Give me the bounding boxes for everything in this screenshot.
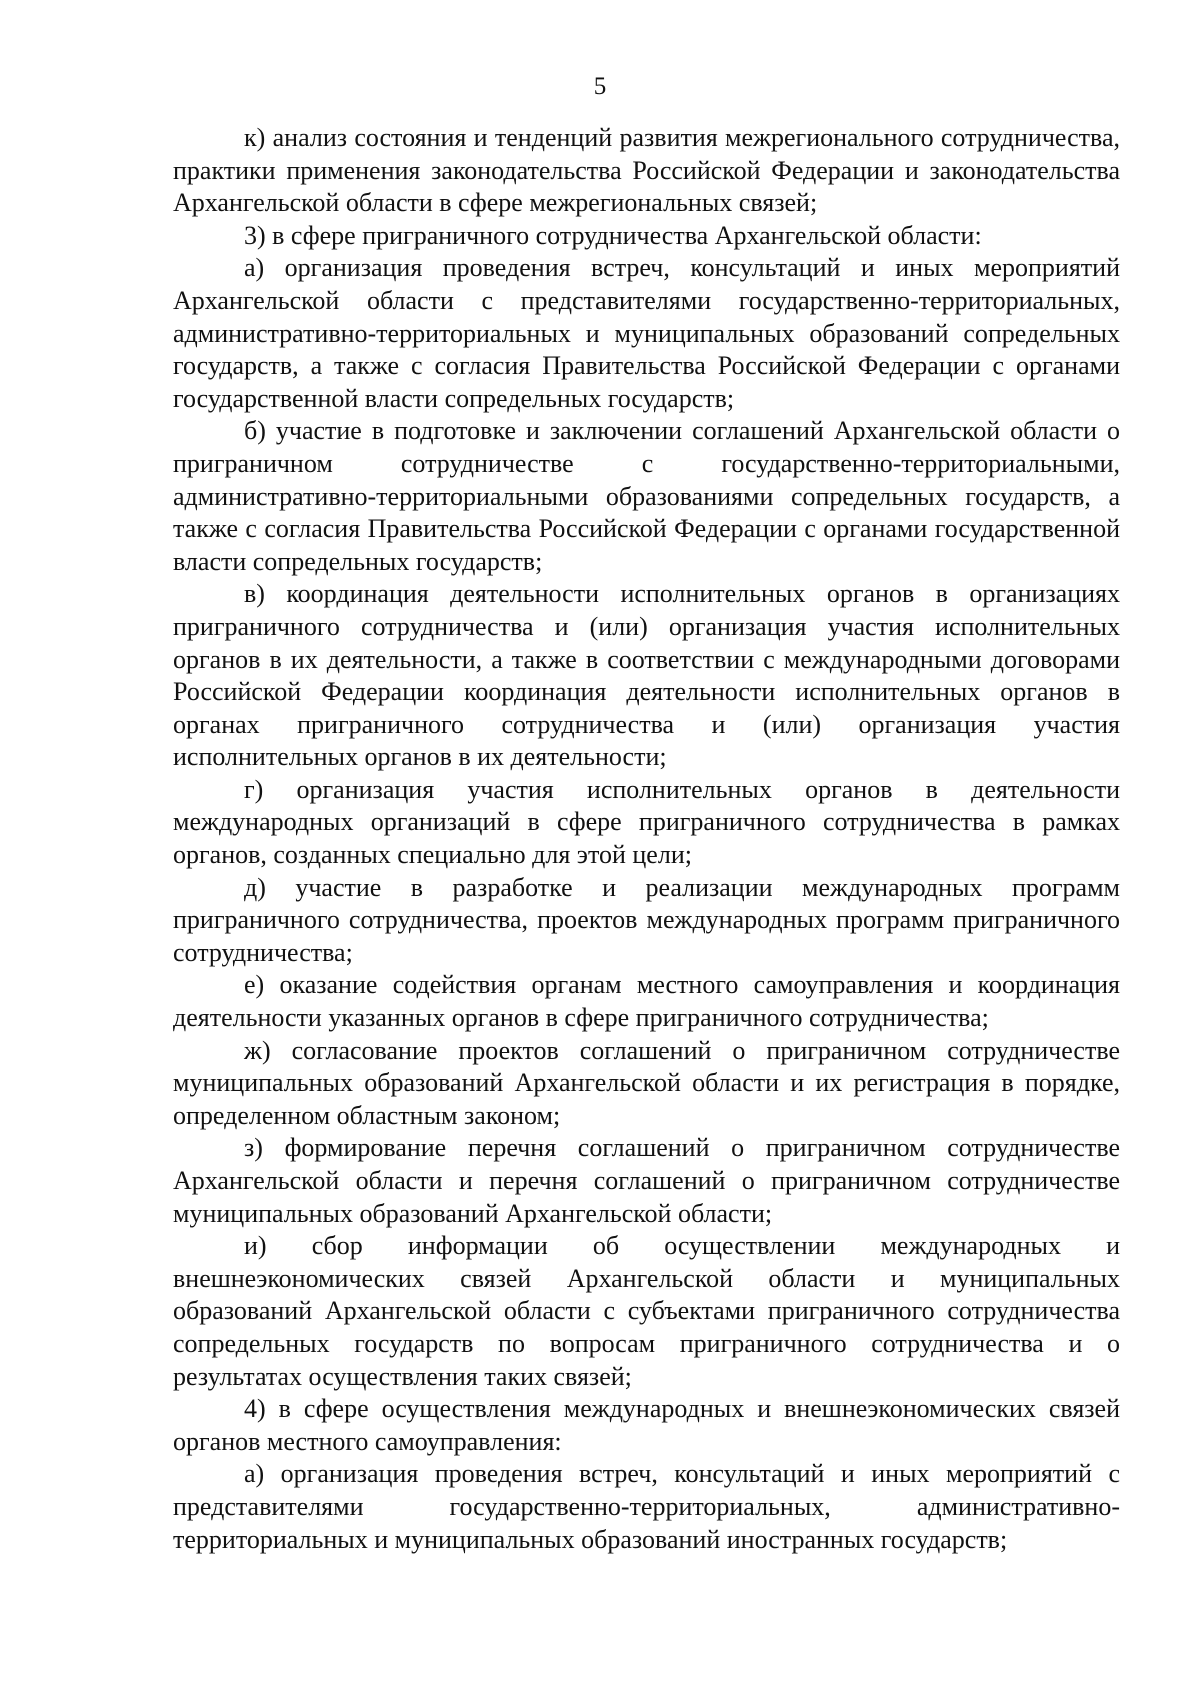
paragraph-k-interregional-analysis: к) анализ состояния и тенденций развития межрегионального сотрудничества, практики применения законодательства Российской Федерации и законодательства Архангельской области в сфере межрегиональных связей; (173, 123, 1120, 218)
paragraph-i-information-collection: и) сбор информации об осуществлении международных и внешнеэкономических связей Архангельской области и муниципальных образований Архангельской области с субъектами приграничного сотрудничества сопредельных государств по вопросам приграничного сотрудничества и о результатах осуществления таких связей; (173, 1231, 1120, 1391)
paragraph-d-programs: д) участие в разработке и реализации международных программ приграничного сотрудничества, проектов международных программ приграничного сотрудничества; (173, 872, 1120, 967)
paragraph-a-foreign-meetings: а) организация проведения встреч, консультаций и иных мероприятий с представителями государственно-территориальных, административно-территориальных и муниципальных образований иностранных государств; (173, 1459, 1120, 1554)
paragraph-v-coordination: в) координация деятельности исполнительных органов в организациях приграничного сотрудничества и (или) организация участия исполнительных органов в их деятельности, а также в соответствии с международными договорами Российской Федерации координация деятельности исполнительных органов в органах приграничного сотрудничества и (или) организация участия исполнительных органов в их деятельности; (173, 579, 1120, 772)
paragraph-z-agreements-list: з) формирование перечня соглашений о приграничном сотрудничестве Архангельской области и перечня соглашений о приграничном сотрудничестве муниципальных образований Архангельской области; (173, 1133, 1120, 1228)
paragraph-g-international-organizations: г) организация участия исполнительных органов в деятельности международных организаций в сфере приграничного сотрудничества в рамках органов, созданных специально для этой цели; (173, 774, 1120, 870)
paragraph-4-local-government-relations: 4) в сфере осуществления международных и внешнеэкономических связей органов местного самоуправления: (173, 1394, 1120, 1456)
paragraph-3-border-cooperation: 3) в сфере приграничного сотрудничества Архангельской области: (244, 220, 982, 250)
paragraph-b-agreements: б) участие в подготовке и заключении соглашений Архангельской области о приграничном сотрудничестве с государственно-территориальными, административно-территориальными образованиями сопредельных государств, а также с согласия Правительства Российской Федерации с органами государственной власти сопредельных государств; (173, 416, 1120, 576)
paragraph-e-local-government-assistance: е) оказание содействия органам местного самоуправления и координация деятельности указанных органов в сфере приграничного сотрудничества; (173, 970, 1120, 1033)
page-number: 5 (593, 73, 607, 100)
paragraph-zh-approval-of-agreements: ж) согласование проектов соглашений о приграничном сотрудничестве муниципальных образований Архангельской области и их регистрация в порядке, определенном областным законом; (173, 1035, 1120, 1130)
paragraph-a-meetings: а) организация проведения встреч, консультаций и иных мероприятий Архангельской области с представителями государственно-территориальных, административно-территориальных и муниципальных образований сопредельных государств, а также с согласия Правительства Российской Федерации с органами государственной власти сопредельных государств; (173, 253, 1120, 413)
document-body (173, 122, 1120, 1556)
